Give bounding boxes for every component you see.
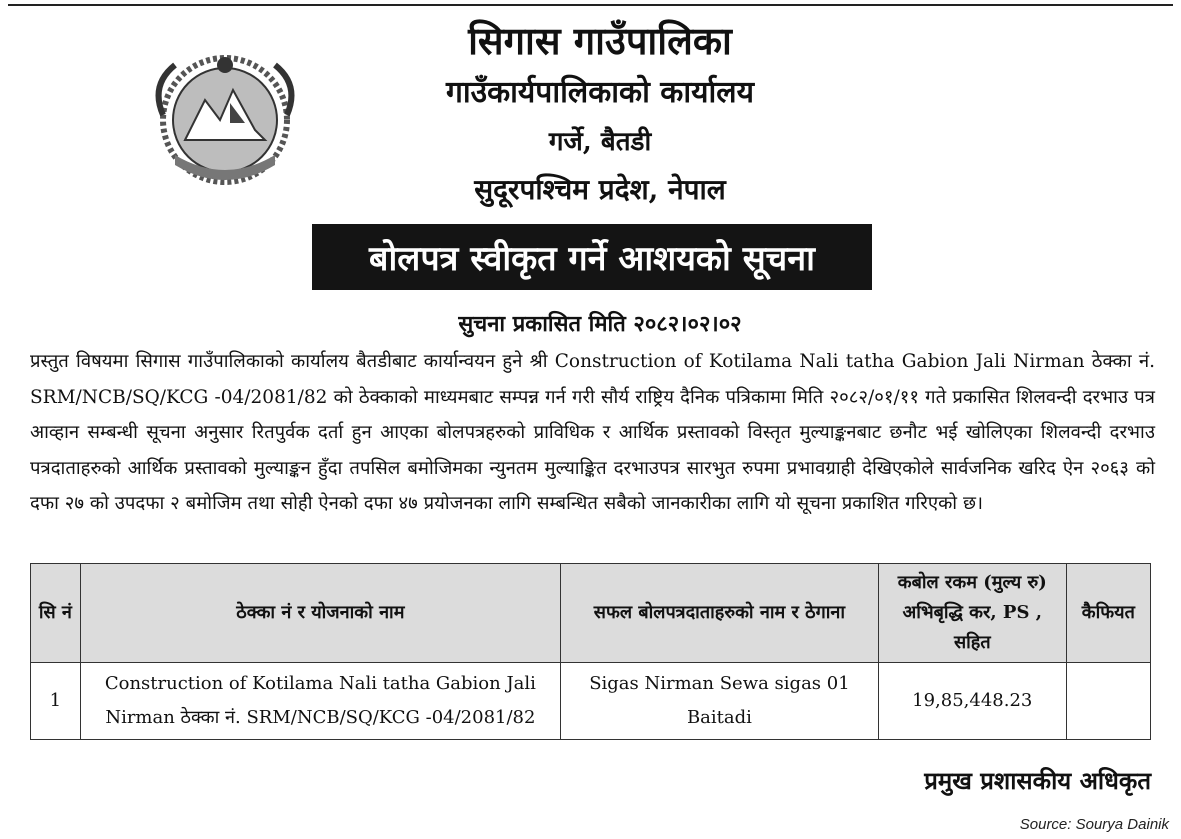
office-subtitle: गाउँकार्यपालिकाको कार्यालय [445,75,754,110]
header-sn: सि नं [31,564,81,663]
header-contract: ठेक्का नं र योजनाको नाम [80,564,560,663]
cell-remarks [1066,663,1150,740]
signature-title: प्रमुख प्रशासकीय अधिकृत [924,766,1151,795]
cell-sn: 1 [31,663,81,740]
office-name: सिगास गाउँपालिका [468,18,732,63]
nepal-government-emblem-icon [145,45,305,195]
notice-title: बोलपत्र स्वीकृत गर्ने आशयको सूचना [312,224,872,290]
cell-amount: 19,85,448.23 [878,663,1066,740]
source-credit: Source: Sourya Dainik [1019,816,1169,833]
award-table [30,563,1151,740]
table-row [31,663,1151,740]
cell-contract: Construction of Kotilama Nali tatha Gabion Jali Nirman ठेक्का नं. SRM/NCB/SQ/KCG -04/2081/82 [80,663,560,740]
publication-date: सुचना प्रकासित मिति २०८२।०२।०२ [458,311,742,337]
header-remarks: कैफियत [1066,564,1150,663]
cell-bidder: Sigas Nirman Sewa sigas 01 Baitadi [561,663,879,740]
header-amount: कबोल रकम (मुल्य रु) अभिबृद्धि कर, PS , सहित [878,564,1066,663]
table-header-row [31,564,1151,663]
notice-body: प्रस्तुत विषयमा सिगास गाउँपालिकाको कार्यालय बैतडीबाट कार्यान्वयन हुने श्री Construction of Kotilama Nali tatha Gabion Jali Nirman ठेक्का नं. SRM/NCB/SQ/KCG -04/2081/82 को ठेक्काको माध्यमबाट सम्पन्न गर्न गरी सौर्य राष्ट्रिय दैनिक पत्रिकामा मिति २०८२/०१/११ गते प्रकासित शिलवन्दी दरभाउ पत्र आव्हान सम्बन्धी सूचना अनुसार रितपुर्वक दर्ता हुन आएका बोलपत्रहरुको प्राविधिक र आर्थिक प्रस्तावको विस्तृत मुल्याङ्कनबाट छनौट भई खोलिएका शिलवन्दी दरभाउ पत्रदाताहरुको आर्थिक प्रस्तावको मुल्याङ्कन हुँदा तपसिल बमोजिमका न्युनतम मुल्याङ्कित दरभाउपत्र सारभुत रुपमा प्रभावग्राही देखिएकोले सार्वजनिक खरिद ऐन २०६३ को दफा २७ को उपदफा २ बमोजिम तथा सोही ऐनको दफा ४७ प्रयोजनका लागि सम्बन्धित सबैको जानकारीका लागि यो सूचना प्रकाशित गरिएको छ। [30,351,1155,514]
office-province: सुदूरपश्चिम प्रदेश, नेपाल [474,173,726,206]
office-location: गर्जे, बैतडी [548,127,652,157]
header-bidder: सफल बोलपत्रदाताहरुको नाम र ठेगाना [561,564,879,663]
top-border-rule [8,4,1173,6]
